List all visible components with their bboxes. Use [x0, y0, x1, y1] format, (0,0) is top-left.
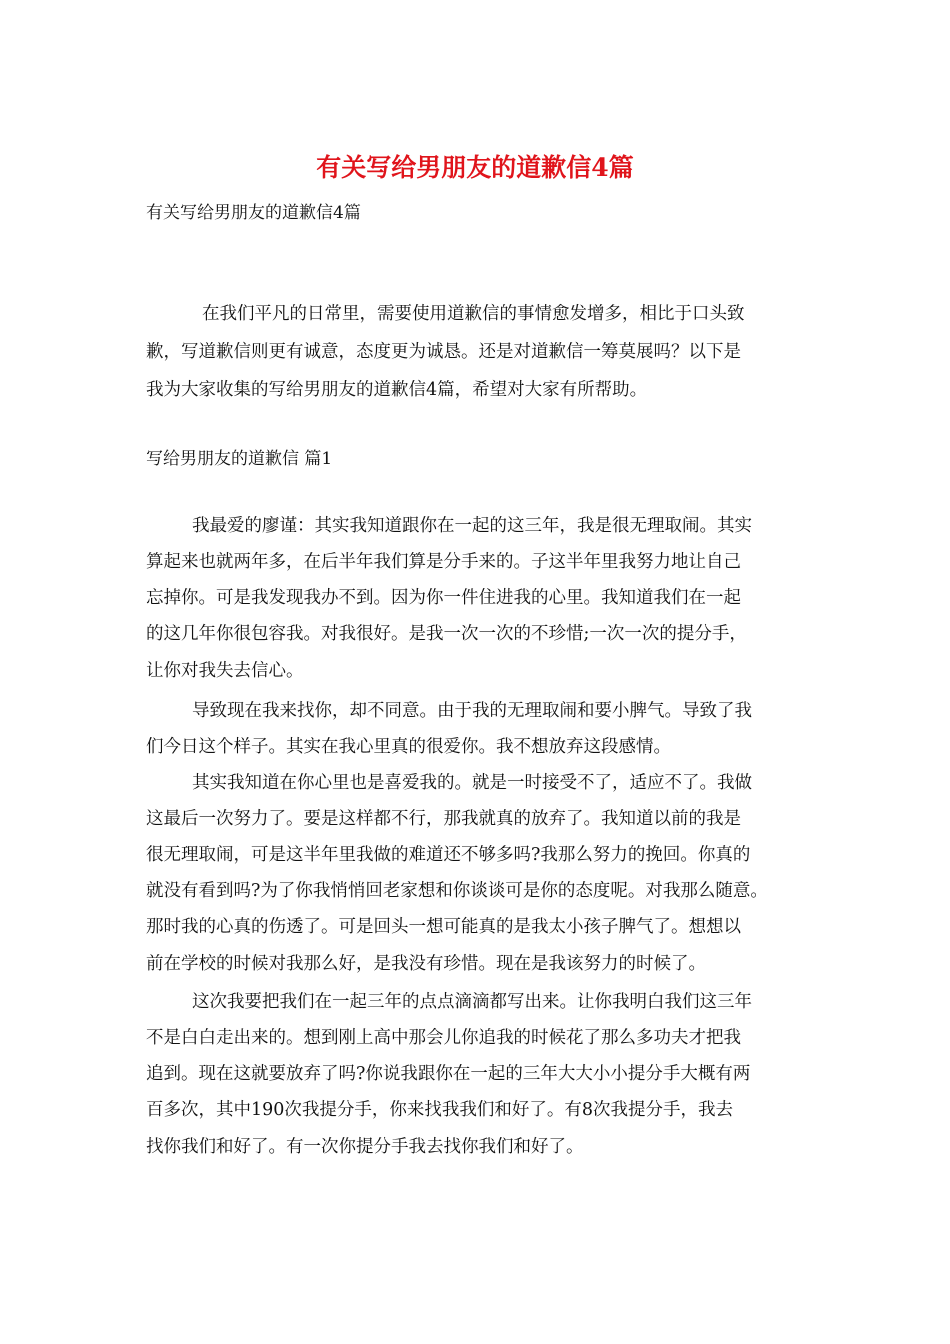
body-line: 找你我们和好了。有一次你提分手我去找你我们和好了。 [146, 1137, 584, 1157]
body-line: 这次我要把我们在一起三年的点点滴滴都写出来。让你我明白我们这三年 [192, 992, 752, 1012]
intro-line: 在我们平凡的日常里，需要使用道歉信的事情愈发增多，相比于口头致 [202, 304, 745, 324]
body-line: 那时我的心真的伤透了。可是回头一想可能真的是我太小孩子脾气了。想想以 [146, 917, 741, 937]
body-line: 我最爱的廖谨：其实我知道跟你在一起的这三年，我是很无理取闹。其实 [192, 516, 752, 536]
body-line: 忘掉你。可是我发现我办不到。因为你一件住进我的心里。我知道我们在一起 [146, 588, 741, 608]
body-line: 很无理取闹，可是这半年里我做的难道还不够多吗?我那么努力的挽回。你真的 [146, 845, 751, 865]
body-line: 就没有看到吗?为了你我悄悄回老家想和你谈谈可是你的态度呢。对我那么随意。 [146, 881, 768, 901]
document-subtitle: 有关写给男朋友的道歉信4篇 [146, 203, 361, 223]
section-heading: 写给男朋友的道歉信 篇1 [146, 449, 333, 469]
body-line: 让你对我失去信心。 [146, 661, 304, 681]
body-line: 们今日这个样子。其实在我心里真的很爱你。我不想放弃这段感情。 [146, 737, 671, 757]
body-line: 的这几年你很包容我。对我很好。是我一次一次的不珍惜;一次一次的提分手， [146, 624, 747, 644]
document-title: 有关写给男朋友的道歉信4篇 [316, 153, 634, 182]
body-line: 算起来也就两年多，在后半年我们算是分手来的。子这半年里我努力地让自己 [146, 552, 741, 572]
body-line: 不是白白走出来的。想到刚上高中那会儿你追我的时候花了那么多功夫才把我 [146, 1028, 741, 1048]
body-line: 导致现在我来找你，却不同意。由于我的无理取闹和要小脾气。导致了我 [192, 701, 752, 721]
body-line: 追到。现在这就要放弃了吗?你说我跟你在一起的三年大大小小提分手大概有两 [146, 1064, 751, 1084]
intro-line: 歉，写道歉信则更有诚意，态度更为诚恳。还是对道歉信一筹莫展吗？以下是 [146, 342, 741, 362]
body-line: 这最后一次努力了。要是这样都不行，那我就真的放弃了。我知道以前的我是 [146, 809, 741, 829]
body-line: 其实我知道在你心里也是喜爱我的。就是一时接受不了，适应不了。我做 [192, 773, 752, 793]
body-line: 前在学校的时候对我那么好，是我没有珍惜。现在是我该努力的时候了。 [146, 954, 706, 974]
body-line: 百多次，其中190次我提分手，你来找我我们和好了。有8次我提分手，我去 [146, 1100, 734, 1120]
intro-line: 我为大家收集的写给男朋友的道歉信4篇，希望对大家有所帮助。 [146, 380, 648, 400]
